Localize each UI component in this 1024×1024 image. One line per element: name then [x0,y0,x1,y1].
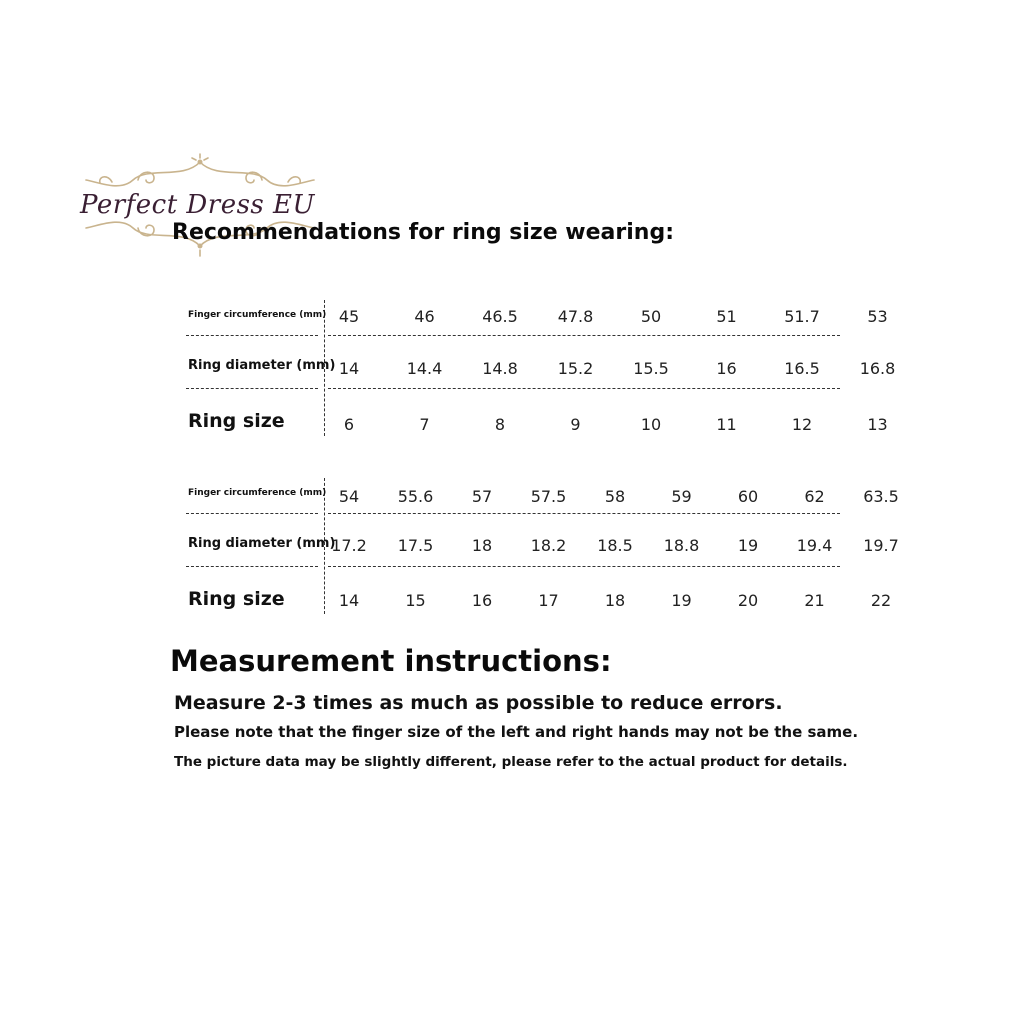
table-cell: 8 [494,415,506,434]
instruction-line: Please note that the finger size of the left and right hands may not be the same. [174,723,859,741]
table-cell: 51 [716,307,737,326]
table-cell: 14 [338,591,360,610]
instruction-line: The picture data may be slightly different, please refer to the actual product for details. [174,754,848,770]
table-cell: 13 [867,415,888,434]
table-cell: 16.8 [859,359,896,378]
table-cell: 11 [716,415,737,434]
row-divider [186,388,318,389]
table-cell: 19 [737,536,759,555]
table-cell: 45 [338,307,360,326]
table-cell: 22 [870,591,892,610]
row-divider [328,513,840,514]
table-cell: 16 [471,591,493,610]
table-cell: 12 [791,415,813,434]
table-cell: 17.5 [397,536,434,555]
table-cell: 46.5 [482,307,518,326]
table-cell: 10 [640,415,662,434]
brand-logo [78,152,323,262]
table-cell: 62 [804,487,825,506]
row-label-ring-diameter: Ring diameter (mm) [188,358,336,373]
table-cell: 7 [419,415,430,434]
table-cell: 59 [671,487,692,506]
table-cell: 15.2 [557,359,594,378]
table-cell: 14.8 [482,359,518,378]
table-cell: 19.4 [796,536,833,555]
measurement-title: Measurement instructions: [170,644,612,678]
row-divider [328,388,840,389]
table-cell: 16 [716,359,737,378]
table-cell: 60 [737,487,759,506]
table-cell: 9 [570,415,581,434]
table-cell: 19.7 [863,536,899,555]
table-cell: 15 [405,591,426,610]
table-cell: 6 [343,415,355,434]
table-cell: 57.5 [530,487,567,506]
table-cell: 18.2 [530,536,567,555]
table-cell: 19 [671,591,692,610]
table-cell: 50 [640,307,662,326]
table-cell: 14.4 [406,359,443,378]
table-cell: 54 [338,487,360,506]
recommendation-title: Recommendations for ring size wearing: [172,220,674,245]
table-cell: 17 [538,591,559,610]
row-divider [186,566,318,567]
row-label-ring-diameter: Ring diameter (mm) [188,536,336,551]
table-cell: 20 [737,591,759,610]
row-label-finger-circumference: Finger circumference (mm) [188,488,327,498]
table-cell: 57 [471,487,493,506]
table-cell: 14 [338,359,360,378]
instruction-line: Measure 2-3 times as much as possible to reduce errors. [174,692,783,714]
table-cell: 58 [604,487,626,506]
row-label-finger-circumference: Finger circumference (mm) [188,310,327,320]
table-cell: 16.5 [784,359,820,378]
brand-name: Perfect Dress EU [80,190,315,220]
table-cell: 46 [414,307,435,326]
row-label-ring-size: Ring size [188,588,285,610]
row-divider [328,335,840,336]
size-table-2 [186,478,899,614]
table-cell: 18.5 [597,536,633,555]
table-cell: 53 [867,307,888,326]
table-cell: 63.5 [863,487,899,506]
table-cell: 21 [804,591,825,610]
table-cell: 15.5 [633,359,669,378]
row-label-ring-size: Ring size [188,410,285,432]
table-cell: 51.7 [784,307,820,326]
table-cell: 18 [604,591,626,610]
table-cell: 17.2 [331,536,367,555]
row-divider [186,513,318,514]
table-cell: 55.6 [397,487,434,506]
size-table-1 [186,300,896,436]
table-cell: 18.8 [663,536,700,555]
table-cell: 18 [471,536,493,555]
row-divider [328,566,840,567]
row-divider [186,335,318,336]
table-cell: 47.8 [557,307,594,326]
